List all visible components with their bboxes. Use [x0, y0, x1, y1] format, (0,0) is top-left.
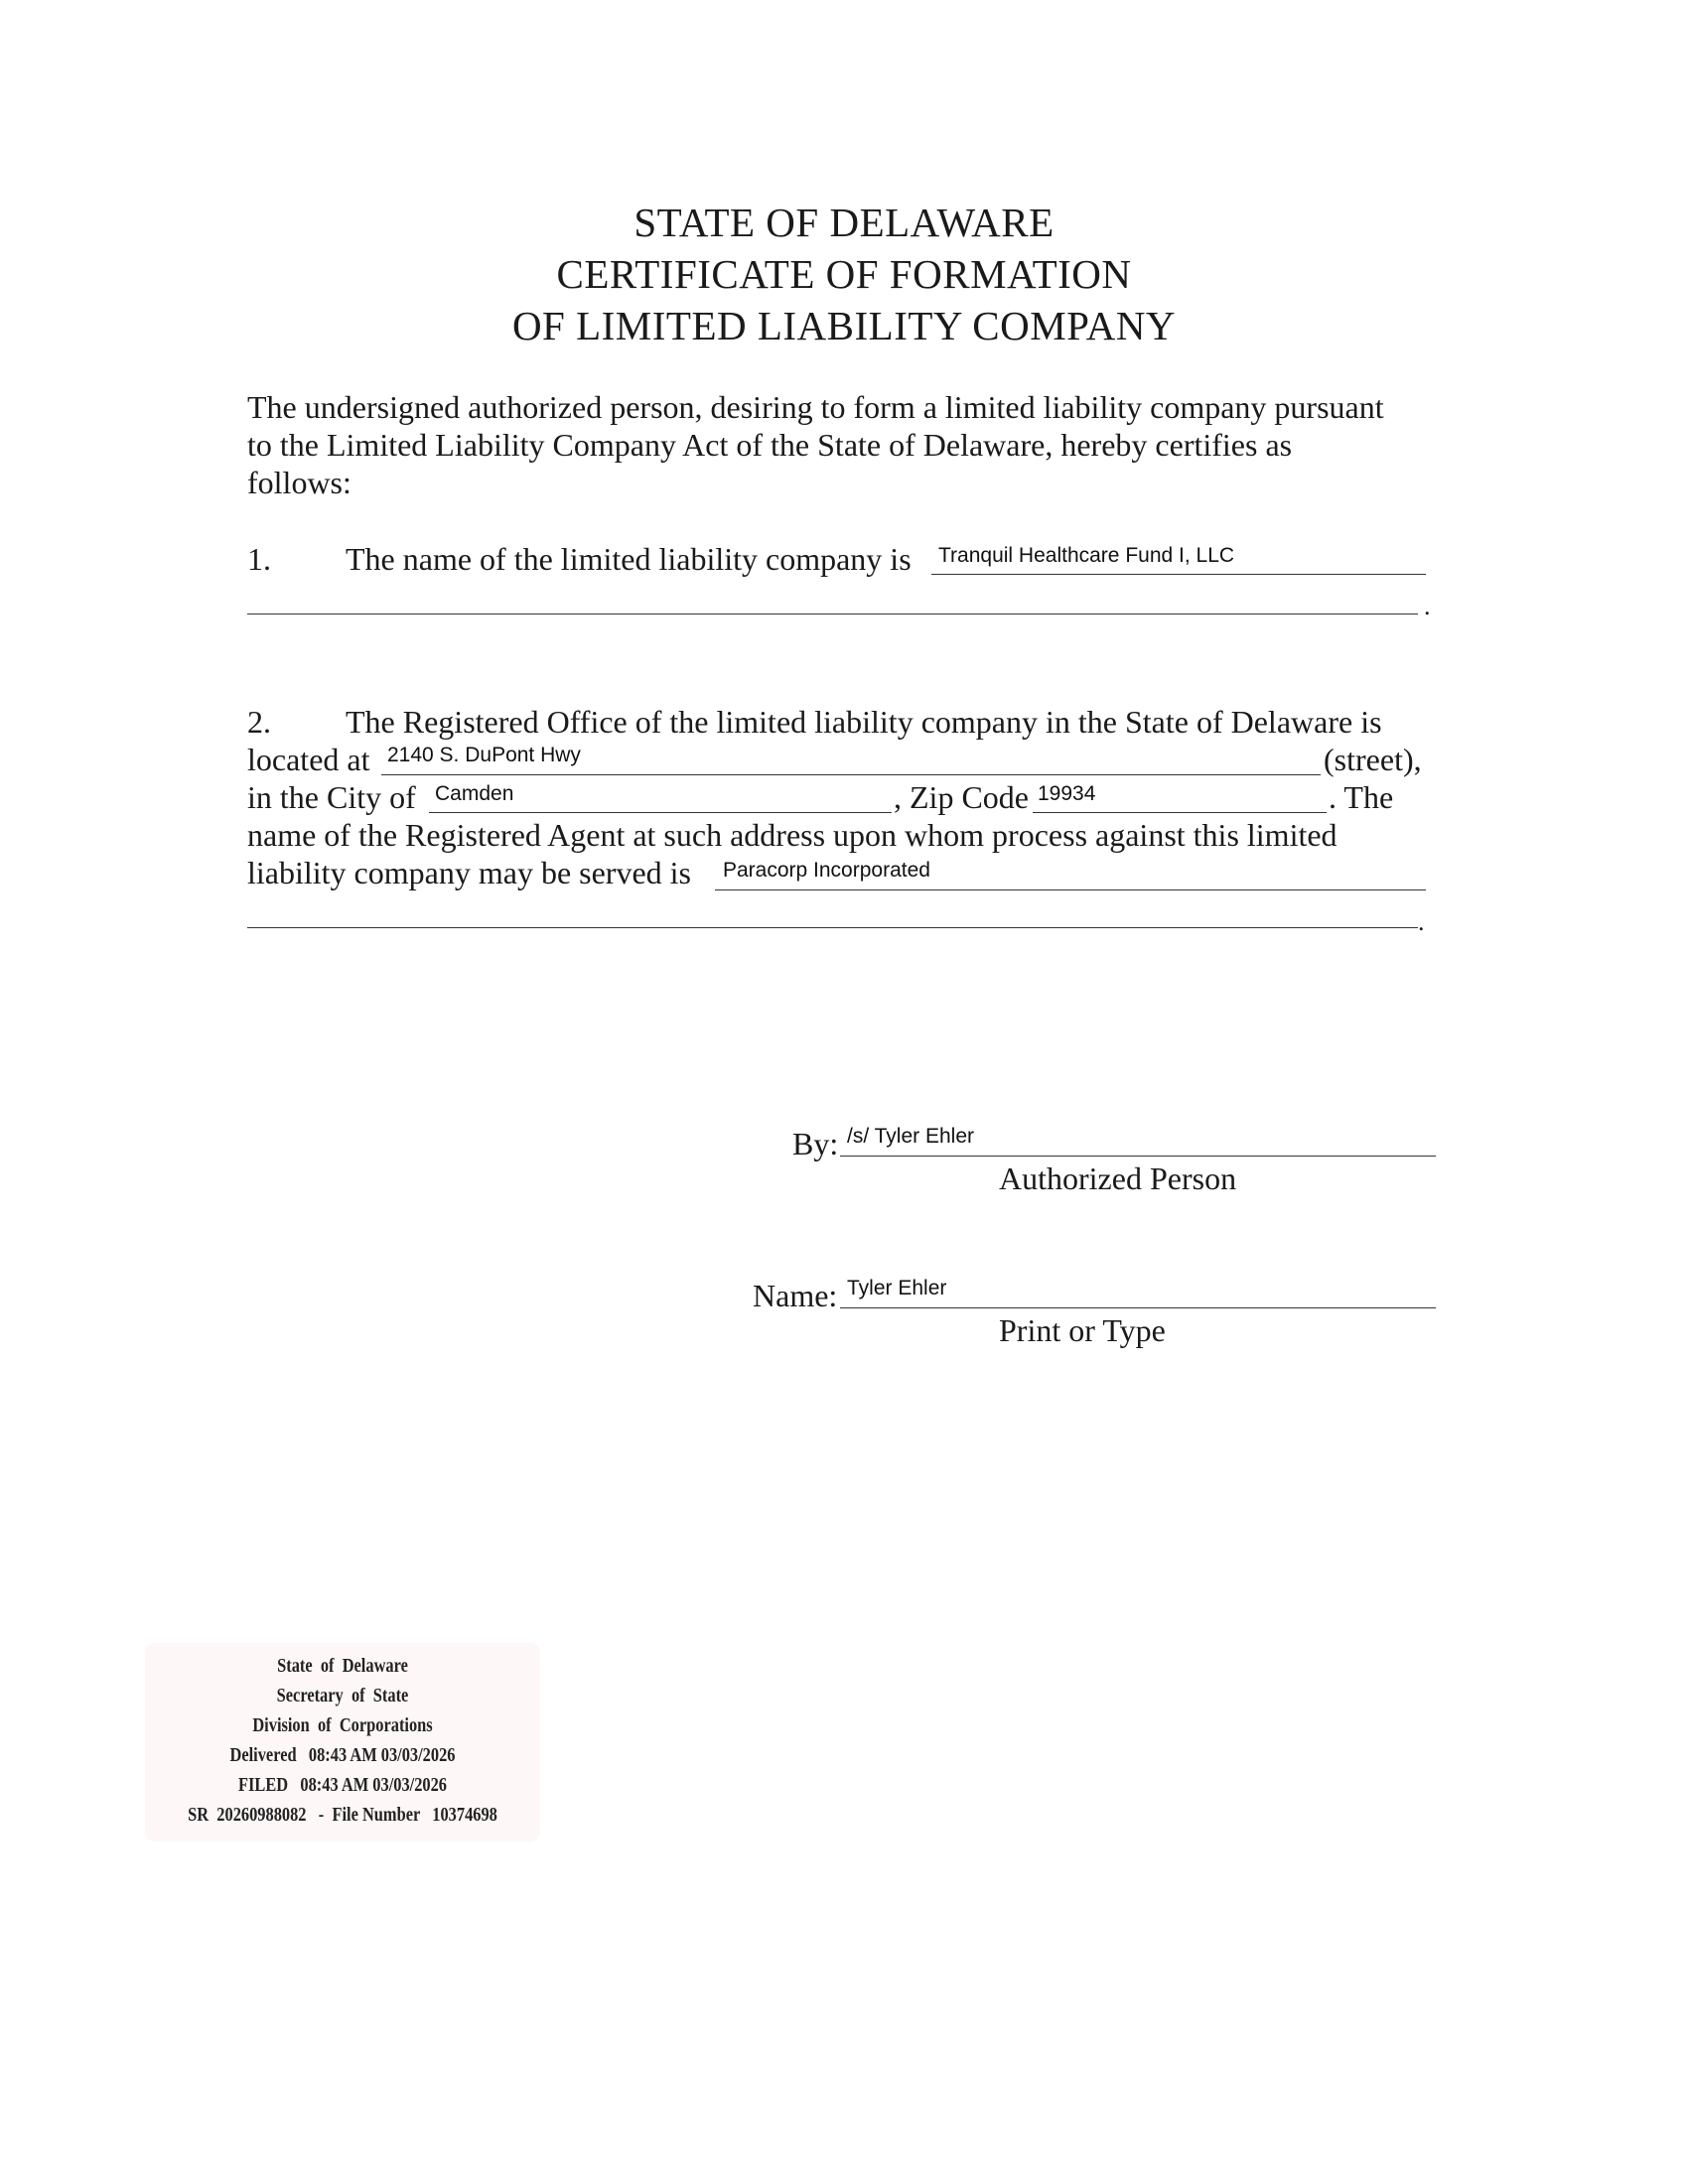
stamp-line-2: Secretary of State [276, 1685, 409, 1706]
printed-name-underline [840, 1307, 1436, 1308]
intro-line-1: The undersigned authorized person, desiring to form a limited liability company pursuant [247, 389, 1384, 425]
served-label: liability company may be served is [247, 855, 691, 890]
city-label: in the City of [247, 779, 416, 815]
section-2-line-4: name of the Registered Agent at such address upon whom process against this limited [247, 817, 1337, 853]
signature-underline [840, 1156, 1436, 1157]
located-at-label: located at [247, 742, 370, 777]
zip-label: , Zip Code [894, 779, 1029, 815]
title-line-1: STATE OF DELAWARE [633, 200, 1055, 245]
zip-suffix: . The [1329, 779, 1394, 815]
agent-underline [715, 889, 1426, 890]
company-name-value: Tranquil Healthcare Fund I, LLC [938, 544, 1235, 567]
by-label: By: [792, 1126, 839, 1161]
company-name-underline [931, 574, 1426, 575]
intro-line-3: follows: [247, 465, 352, 500]
printed-name-value: Tyler Ehler [847, 1277, 947, 1299]
section-1-number: 1. [247, 541, 271, 577]
section-2-number: 2. [247, 704, 271, 740]
zip-value: 19934 [1038, 782, 1096, 805]
section-2-line-1: The Registered Office of the limited liability company in the State of Delaware is [346, 704, 1382, 740]
authorized-person-caption: Authorized Person [999, 1160, 1237, 1196]
agent-underline-2 [247, 927, 1418, 928]
registered-agent-value: Paracorp Incorporated [723, 859, 930, 882]
signature-value: /s/ Tyler Ehler [847, 1125, 974, 1148]
filing-stamp [145, 1643, 540, 1842]
stamp-line-4: Delivered 08:43 AM 03/03/2026 [229, 1744, 456, 1766]
street-underline [381, 774, 1321, 775]
city-value: Camden [435, 782, 514, 805]
section-1-end-mark: . [1424, 592, 1431, 620]
stamp-line-1: State of Delaware [277, 1655, 408, 1677]
title-line-2: CERTIFICATE OF FORMATION [556, 251, 1132, 297]
stamp-line-6: SR 20260988082 - File Number 10374698 [188, 1804, 497, 1826]
name-label: Name: [753, 1278, 838, 1313]
stamp-line-5: FILED 08:43 AM 03/03/2026 [237, 1774, 448, 1796]
zip-underline [1033, 812, 1327, 813]
street-suffix: (street), [1324, 742, 1422, 777]
intro-line-2: to the Limited Liability Company Act of the State of Delaware, hereby certifies as [247, 427, 1293, 463]
section-1-label: The name of the limited liability company is [346, 541, 912, 577]
stamp-line-3: Division of Corporations [252, 1714, 433, 1736]
title-line-3: OF LIMITED LIABILITY COMPANY [511, 303, 1177, 348]
street-value: 2140 S. DuPont Hwy [387, 744, 581, 766]
section-2-end-mark: . [1418, 907, 1425, 936]
city-underline [429, 812, 892, 813]
print-or-type-caption: Print or Type [999, 1312, 1166, 1348]
